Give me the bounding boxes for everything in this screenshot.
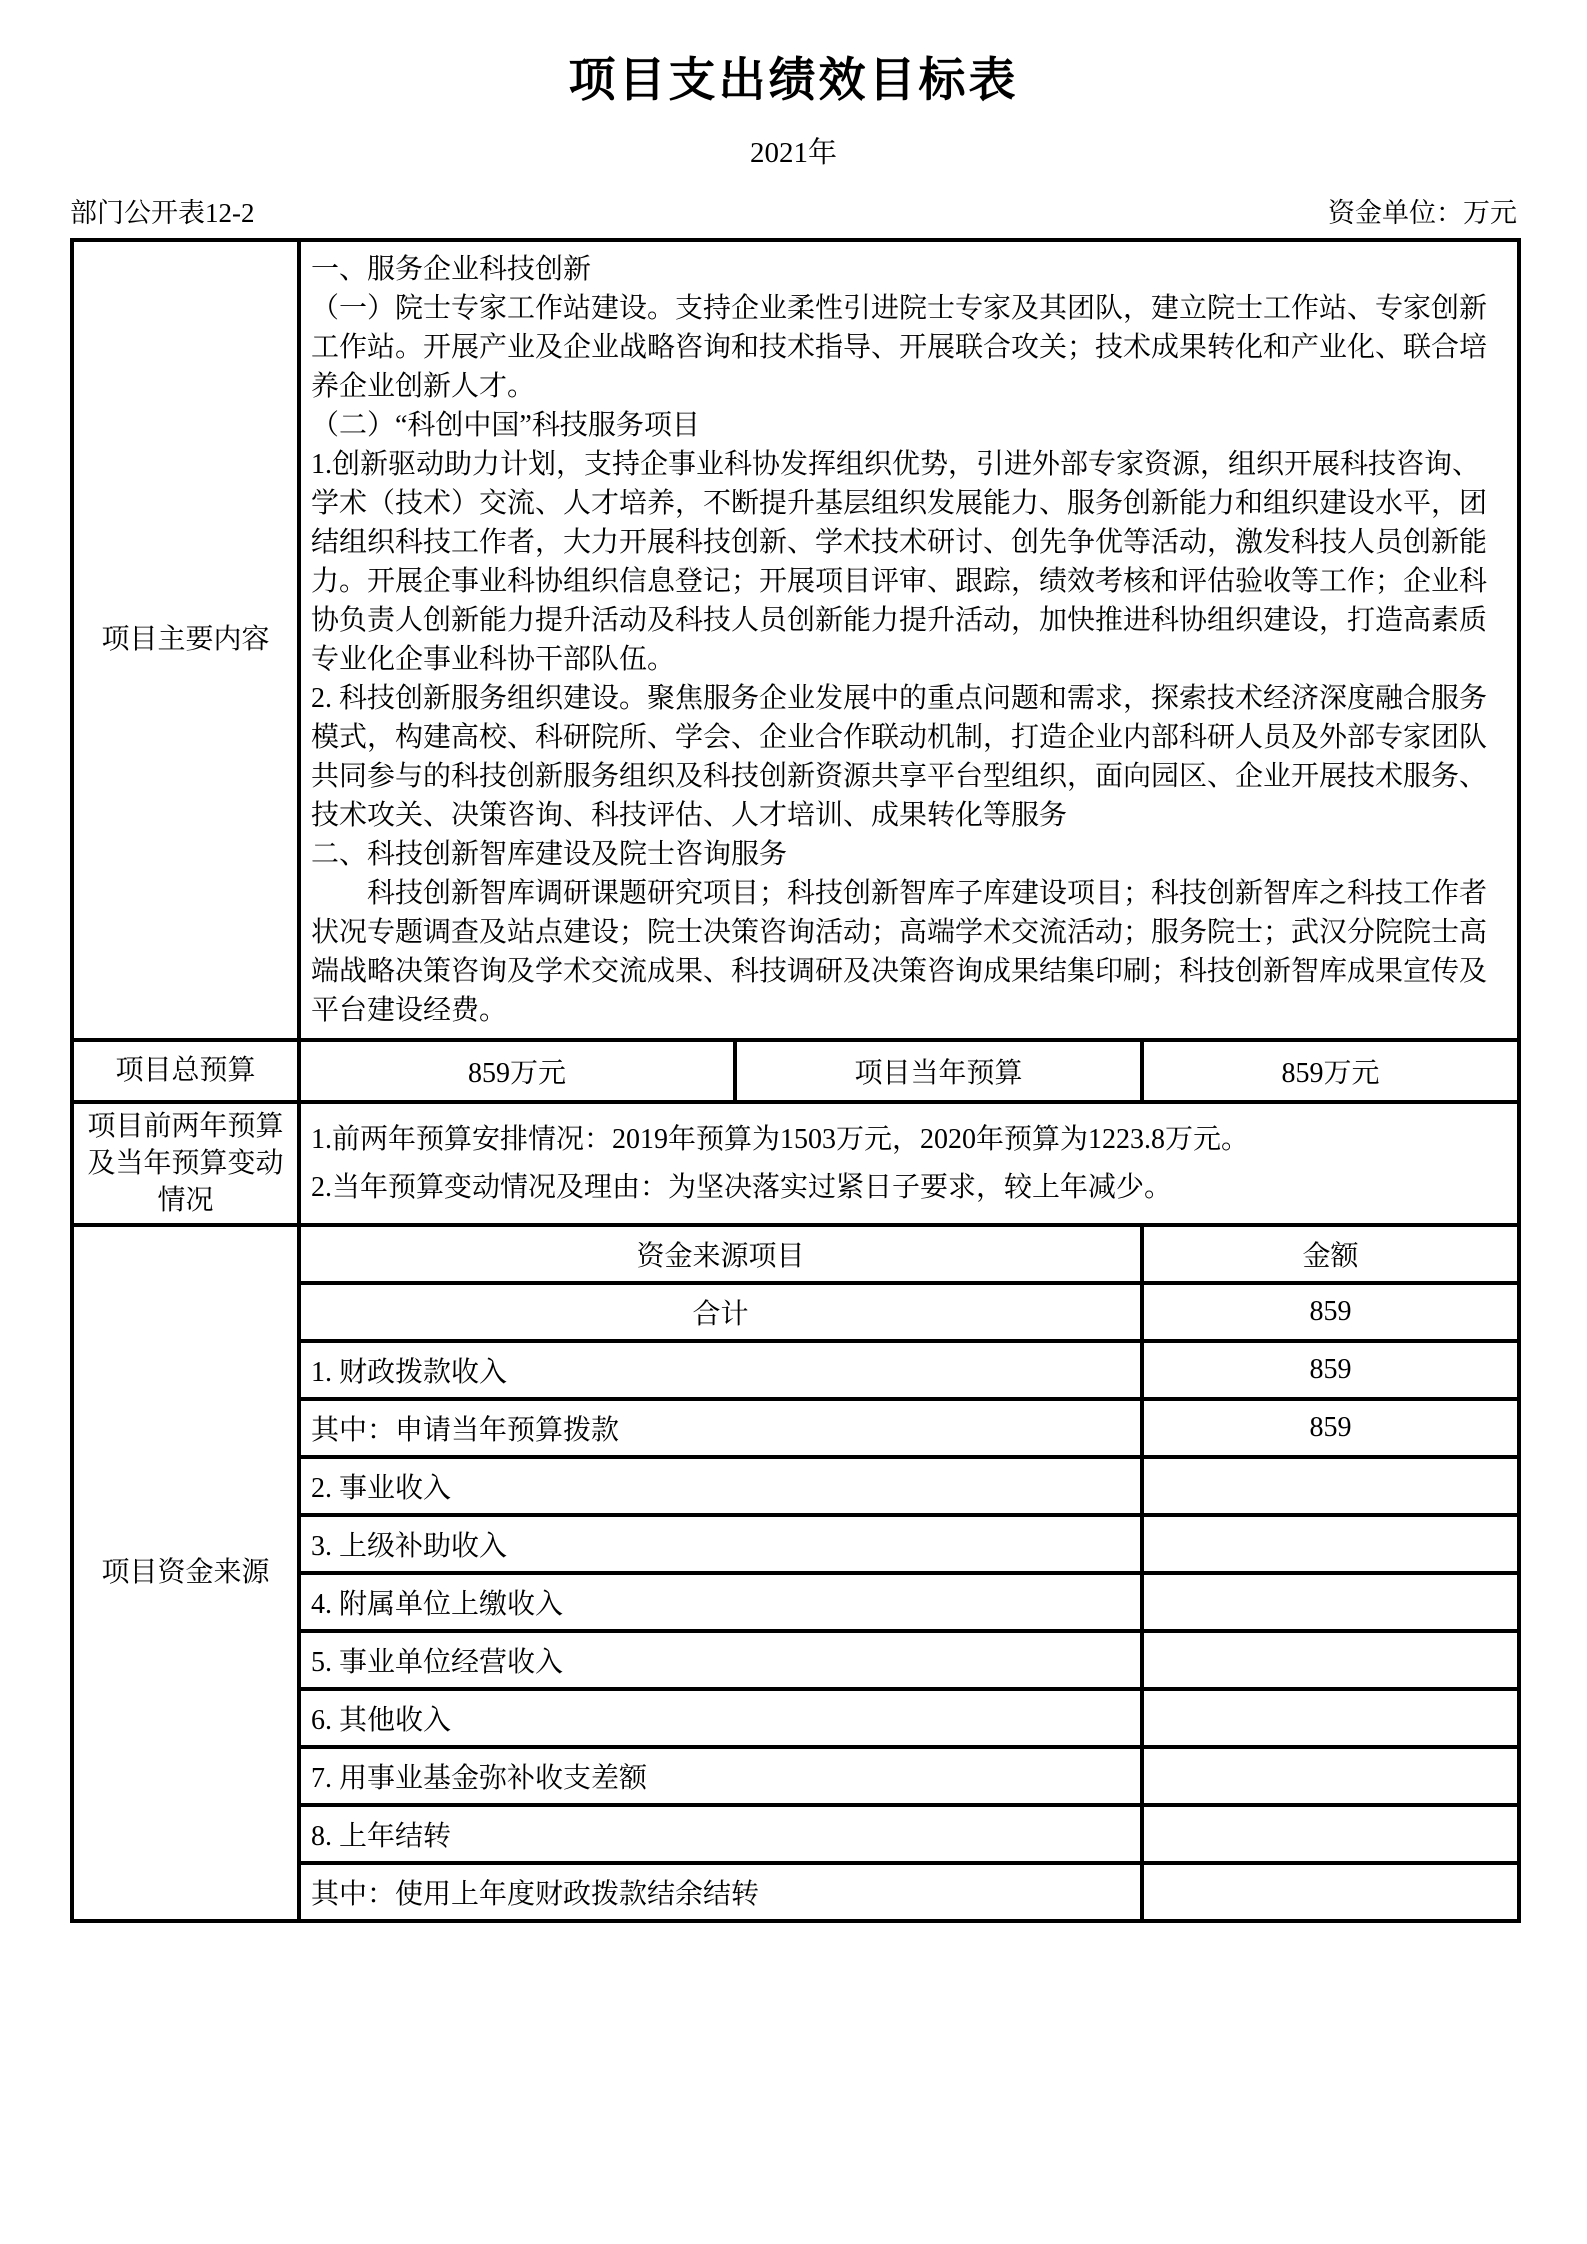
funding-row-amount: 859	[1142, 1341, 1519, 1399]
funding-row-item: 7. 用事业基金弥补收支差额	[299, 1747, 1142, 1805]
content-paragraph: （一）院士专家工作站建设。支持企业柔性引进院士专家及其团队，建立院士工作站、专家创新工作站。开展产业及企业战略咨询和技术指导、开展联合攻关；技术成果转化和产业化、联合培养企业创新人才。	[311, 293, 1488, 403]
funding-row-amount: 859	[1142, 1283, 1519, 1341]
content-paragraph: 1.创新驱动助力计划，支持企事业科协发挥组织优势，引进外部专家资源，组织开展科技咨询、学术（技术）交流、人才培养，不断提升基层组织发展能力、服务创新能力和组织建设水平，团结组织科技工作者，大力开展科技创新、学术技术研讨、创先争优等活动，激发科技人员创新能力。开展企事业科协组织信息登记；开展项目评审、跟踪，绩效考核和评估验收等工作；企业科协负责人创新能力提升活动及科技人员创新能力提升活动，加快推进科协组织建设，打造高素质专业化企事业科协干部队伍。	[311, 449, 1488, 676]
funding-section-label: 项目资金来源	[72, 1225, 299, 1921]
table-row-funding-header	[72, 1225, 1519, 1283]
funding-row-amount	[1142, 1457, 1519, 1515]
performance-target-table	[70, 238, 1521, 1923]
content-paragraph: 科技创新智库调研课题研究项目；科技创新智库子库建设项目；科技创新智库之科技工作者状况专题调查及站点建设；院士决策咨询活动；高端学术交流活动；服务院士；武汉分院院士高端战略决策咨询及学术交流成果、科技调研及决策咨询成果结集印刷；科技创新智库成果宣传及平台建设经费。	[311, 878, 1488, 1027]
report-year: 2021年	[749, 137, 837, 170]
funding-row-amount	[1142, 1573, 1519, 1631]
funding-row-item: 其中：申请当年预算拨款	[299, 1399, 1142, 1457]
prior-budget-label: 项目前两年预算及当年预算变动情况	[72, 1102, 299, 1225]
current-year-budget-label: 项目当年预算	[735, 1040, 1142, 1102]
prior-budget-cell	[299, 1102, 1519, 1225]
prior-budget-line: 2.当年预算变动情况及理由：为坚决落实过紧日子要求，较上年减少。	[311, 1171, 1173, 1203]
content-paragraph: 2. 科技创新服务组织建设。聚焦服务企业发展中的重点问题和需求，探索技术经济深度融合服务模式，构建高校、科研院所、学会、企业合作联动机制，打造企业内部科研人员及外部专家团队共同参与的科技创新服务组织及科技创新资源共享平台型组织，面向园区、企业开展技术服务、技术攻关、决策咨询、科技评估、人才培训、成果转化等服务	[311, 683, 1488, 832]
funding-header-amount: 金额	[1142, 1225, 1519, 1283]
main-content-label: 项目主要内容	[72, 240, 299, 1040]
funding-row-item: 其中：使用上年度财政拨款结余结转	[299, 1863, 1142, 1921]
content-paragraph: 一、服务企业科技创新	[311, 254, 592, 286]
funding-row-amount	[1142, 1631, 1519, 1689]
funding-row-item: 6. 其他收入	[299, 1689, 1142, 1747]
funding-row-amount	[1142, 1515, 1519, 1573]
content-paragraph: 二、科技创新智库建设及院士咨询服务	[311, 839, 788, 871]
total-budget-label: 项目总预算	[72, 1040, 299, 1102]
total-budget-value: 859万元	[299, 1040, 735, 1102]
funding-row-item: 5. 事业单位经营收入	[299, 1631, 1142, 1689]
table-row-main-content	[72, 240, 1519, 1040]
funding-row-item: 2. 事业收入	[299, 1457, 1142, 1515]
currency-unit-note: 资金单位：万元	[1328, 198, 1517, 229]
funding-row-amount	[1142, 1747, 1519, 1805]
content-paragraph: （二）“科创中国”科技服务项目	[311, 410, 700, 442]
funding-row-item: 1. 财政拨款收入	[299, 1341, 1142, 1399]
funding-row-item: 4. 附属单位上缴收入	[299, 1573, 1142, 1631]
funding-header-source: 资金来源项目	[299, 1225, 1142, 1283]
funding-row-amount	[1142, 1805, 1519, 1863]
funding-row-amount	[1142, 1863, 1519, 1921]
funding-row-item: 8. 上年结转	[299, 1805, 1142, 1863]
funding-row-amount	[1142, 1689, 1519, 1747]
meta-row	[70, 191, 1517, 230]
prior-budget-line: 1.前两年预算安排情况：2019年预算为1503万元，2020年预算为1223.8万元。	[311, 1123, 1250, 1155]
table-row-budget	[72, 1040, 1519, 1102]
main-content-cell	[299, 240, 1519, 1040]
current-year-budget-value: 859万元	[1142, 1040, 1519, 1102]
table-code: 部门公开表12-2	[70, 198, 255, 229]
funding-row-item: 合计	[299, 1283, 1142, 1341]
funding-row-item: 3. 上级补助收入	[299, 1515, 1142, 1573]
funding-row-amount: 859	[1142, 1399, 1519, 1457]
table-row-prior-budget	[72, 1102, 1519, 1225]
page-title: 项目支出绩效目标表	[568, 55, 1019, 107]
